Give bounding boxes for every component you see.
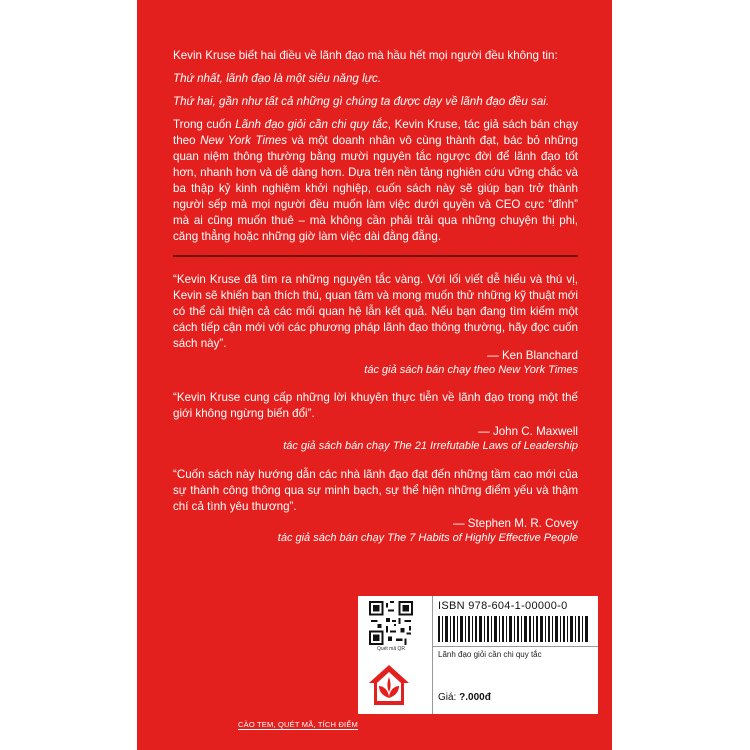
price-value: ?.000đ bbox=[459, 692, 491, 703]
blurb-nyt: New York Times bbox=[200, 134, 287, 147]
section-divider bbox=[173, 255, 578, 257]
quote-2-author-desc bbox=[283, 440, 578, 452]
quote-2-desc-title: The 21 Irrefutable Laws of Leadership bbox=[392, 440, 578, 452]
quote-2-author: — John C. Maxwell bbox=[478, 425, 578, 438]
quote-3-desc-prefix: tác giả sách bán chạy bbox=[277, 532, 388, 544]
quote-1-author: — Ken Blanchard bbox=[487, 349, 578, 362]
price bbox=[438, 692, 491, 703]
blurb-text-end: và một doanh nhân vô cùng thành đạt, bác bỏ những quan niệm thông thường bằng mười nguyên tắc ngược đời để lãnh đạo tốt hơn, nhanh hơn và dễ dàng hơn. Dựa trên nền tảng nghiên cứu vững chắc và ba thập kỷ kinh nghiệm khởi nghiệp, cuốn sách này sẽ giúp bạn trở thành người sếp mà mọi người đều muốn làm việc dưới quyền và CEO cực “đỉnh” mà ai cũng muốn thuê – mà không cần phải trải qua những chuyện thị phi, căng thẳng hoặc những giờ làm việc dài đằng đẵng. bbox=[173, 134, 578, 243]
back-cover bbox=[137, 0, 612, 750]
barcode-icon bbox=[438, 616, 588, 642]
blurb-book-title: Lãnh đạo giỏi cần chi quy tắc bbox=[235, 118, 388, 131]
quote-3: “Cuốn sách này hướng dẫn các nhà lãnh đạo đạt đến những tầm cao mới của sự thành công thông qua sự minh bạch, sự thể hiện những điểm yếu và thậm chí cả tình yêu thương”. bbox=[173, 468, 578, 513]
publisher-house-logo-icon bbox=[366, 662, 412, 708]
quote-1-author-desc bbox=[364, 364, 578, 376]
barcode-box bbox=[358, 596, 598, 714]
scratch-stamp-note: CÀO TEM, QUÉT MÃ, TÍCH ĐIỂM bbox=[238, 720, 358, 729]
blurb-line-3: Thứ hai, gần như tất cả những gì chúng ta được dạy về lãnh đạo đều sai. bbox=[173, 95, 550, 108]
blurb-line-2: Thứ nhất, lãnh đạo là một siêu năng lực. bbox=[173, 72, 382, 85]
blurb-text-start: Trong cuốn bbox=[173, 118, 236, 131]
quote-3-desc-title: The 7 Habits of Highly Effective People bbox=[387, 532, 578, 544]
quote-2-desc-prefix: tác giả sách bán chạy bbox=[283, 440, 393, 452]
blurb-line-1: Kevin Kruse biết hai điều về lãnh đạo mà hầu hết mọi người đều không tin: bbox=[173, 49, 558, 62]
book-title-small: Lãnh đạo giỏi cần chi quy tắc bbox=[438, 650, 542, 659]
blurb-paragraph bbox=[173, 117, 578, 245]
qr-caption: Quét mã QR bbox=[376, 646, 406, 652]
quote-1: “Kevin Kruse đã tìm ra những nguyên tắc vàng. Với lối viết dễ hiểu và thú vị, Kevin sẽ khiến bạn thích thú, quan tâm và mong muốn thử những kỹ thuật mới có thể cải thiện cả các mối quan hệ lẫn kết quả. Nếu bạn đang tìm kiếm một cách tiếp cận mới với các phương pháp lãnh đạo thông thường, hãy đọc cuốn sách này”. bbox=[173, 273, 578, 350]
price-label: Giá: bbox=[438, 692, 460, 703]
book-blurb bbox=[173, 48, 578, 245]
quote-2: “Kevin Kruse cung cấp những lời khuyên thực tiễn về lãnh đạo trong một thế giới không ngừng biến đổi”. bbox=[173, 391, 578, 420]
quote-3-author-desc bbox=[278, 532, 578, 544]
barcode-box-horizontal-divider bbox=[432, 646, 598, 647]
isbn-number: ISBN 978-604-1-00000-0 bbox=[438, 600, 568, 612]
quote-1-desc-prefix: tác giả sách bán chạy theo bbox=[364, 364, 499, 376]
blurb-text-mid: , Kevin Kruse, tác giả sách bán chạy theo bbox=[173, 118, 578, 147]
quote-3-author: — Stephen M. R. Covey bbox=[452, 517, 578, 530]
barcode-box-vertical-divider bbox=[432, 596, 433, 714]
quote-1-desc-title: New York Times bbox=[498, 364, 578, 376]
qr-code-icon bbox=[369, 601, 413, 645]
